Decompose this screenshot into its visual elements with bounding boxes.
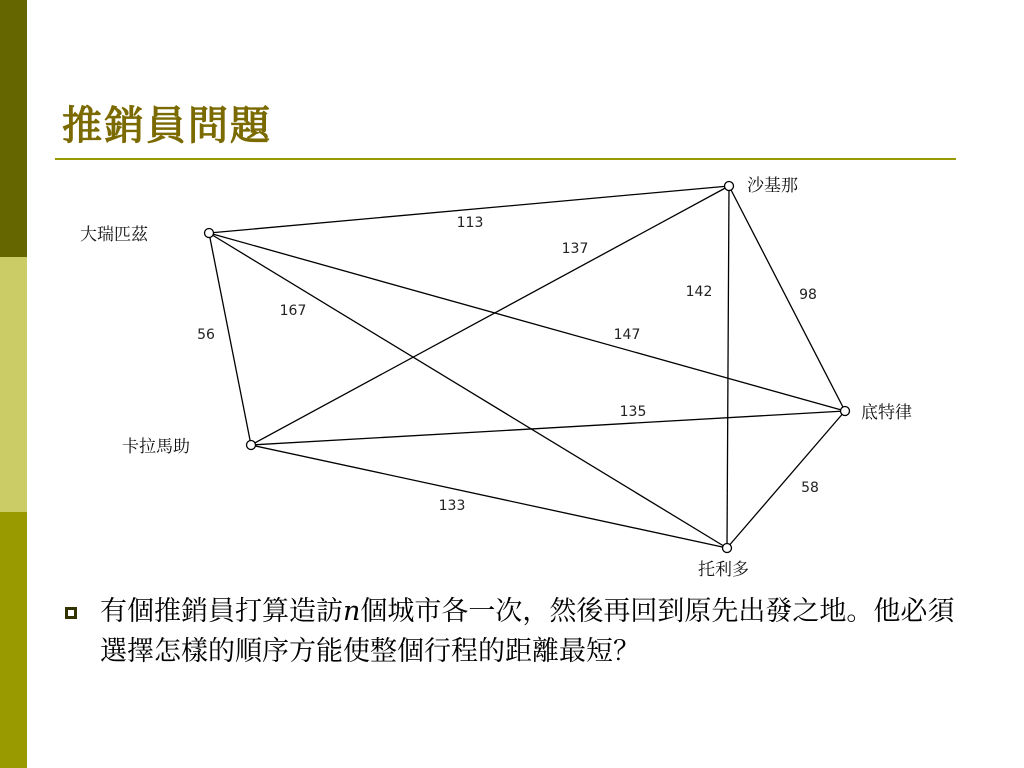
edge-caracas-detroit xyxy=(209,233,845,411)
edge-weight-label: 135 xyxy=(619,404,647,420)
node-label-detroit: 底特律 xyxy=(861,403,912,423)
edge-saginaw-detroit xyxy=(729,186,845,411)
edge-weight-label: 133 xyxy=(438,498,466,514)
node-toledo xyxy=(723,544,732,553)
edge-kalamazoo-saginaw xyxy=(251,186,729,445)
graph-edges xyxy=(209,186,845,548)
node-detroit xyxy=(841,407,850,416)
edge-weight-label: 56 xyxy=(197,327,215,343)
edge-weight-label: 137 xyxy=(561,241,589,257)
bullet-square-icon xyxy=(65,607,77,619)
graph-nodes xyxy=(205,182,850,553)
edge-kalamazoo-toledo xyxy=(251,445,727,548)
node-label-saginaw: 沙基那 xyxy=(747,176,798,196)
edge-toledo-saginaw xyxy=(727,186,729,548)
node-kalamazoo xyxy=(247,441,256,450)
edge-weight-label: 167 xyxy=(279,303,307,319)
edge-weight-label: 113 xyxy=(456,215,484,231)
slide-title: 推銷員問題 xyxy=(62,102,272,149)
edge-weight-label: 147 xyxy=(613,327,641,343)
statement-part-2: 個城市各一次，然後再回到原先出發之地。他必須選擇怎樣的順序方能使整個行程的距離最短？ xyxy=(100,596,955,667)
node-label-kalamazoo: 卡拉馬助 xyxy=(122,437,190,457)
edge-caracas-kalamazoo xyxy=(209,233,251,445)
edge-detroit-toledo xyxy=(727,411,845,548)
node-saginaw xyxy=(725,182,734,191)
problem-statement xyxy=(100,592,960,672)
edge-weight-label: 58 xyxy=(801,480,819,496)
node-labels xyxy=(80,176,912,580)
edge-weight-label: 142 xyxy=(685,284,713,300)
node-label-toledo: 托利多 xyxy=(698,560,749,580)
variable-n: n xyxy=(343,596,361,627)
node-caracas xyxy=(205,229,214,238)
edge-weight-label: 98 xyxy=(799,287,817,303)
edge-caracas-toledo xyxy=(209,233,727,548)
edge-weights xyxy=(197,215,819,514)
node-label-caracas: 大瑞匹茲 xyxy=(80,225,148,245)
statement-part-1: 有個推銷員打算造訪 xyxy=(100,596,343,627)
